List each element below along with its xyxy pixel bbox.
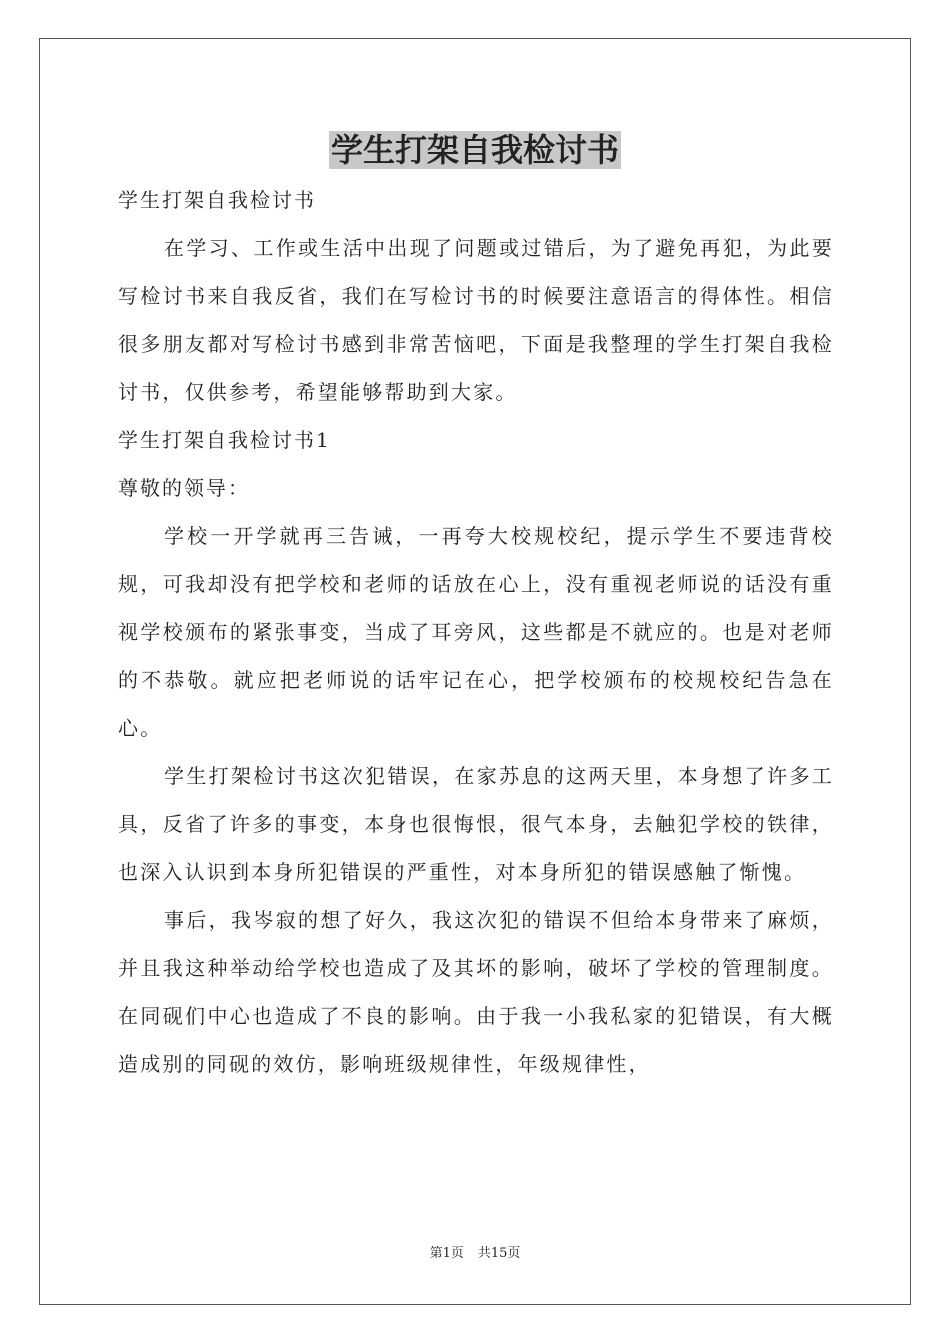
page-footer [0,1244,950,1264]
body-paragraph: 学校一开学就再三告诫，一再夸大校规校纪，提示学生不要违背校规，可我却没有把学校和老师的话放在心上，没有重视老师说的话没有重视学校颁布的紧张事变，当成了耳旁风，这些都是不就应的。也是对老师的不恭敬。就应把老师说的话牢记在心，把学校颁布的校规校纪告急在心。 [118,524,834,740]
document-title-text: 学生打架自我检讨书 [330,131,619,169]
document-body [118,176,834,1088]
body-paragraph: 事后，我岑寂的想了好久，我这次犯的错误不但给本身带来了麻烦，并且我这种举动给学校也造成了及其坏的影响，破坏了学校的管理制度。在同砚们中心也造成了不良的影响。由于我一小我私家的犯错误，有大概造成别的同砚的效仿，影响班级规律性，年级规律性， [118,908,834,1076]
intro-paragraph: 在学习、工作或生活中出现了问题或过错后，为了避免再犯，为此要写检讨书来自我反省，我们在写检讨书的时候要注意语言的得体性。相信很多朋友都对写检讨书感到非常苦恼吧，下面是我整理的学生打架自我检讨书，仅供参考，希望能够帮助到大家。 [118,236,834,404]
body-paragraph: 学生打架检讨书这次犯错误，在家苏息的这两天里，本身想了许多工具，反省了许多的事变，本身也很悔恨，很气本身，去触犯学校的铁律，也深入认识到本身所犯错误的严重性，对本身所犯的错误感触了惭愧。 [118,764,834,884]
document-subtitle: 学生打架自我检讨书 [118,188,316,212]
document-title [0,126,950,174]
page-total: 共15页 [477,1246,521,1261]
page-number: 第1页 [429,1246,464,1261]
section-heading: 学生打架自我检讨书1 [118,428,331,452]
salutation: 尊敬的领导： [118,476,250,500]
